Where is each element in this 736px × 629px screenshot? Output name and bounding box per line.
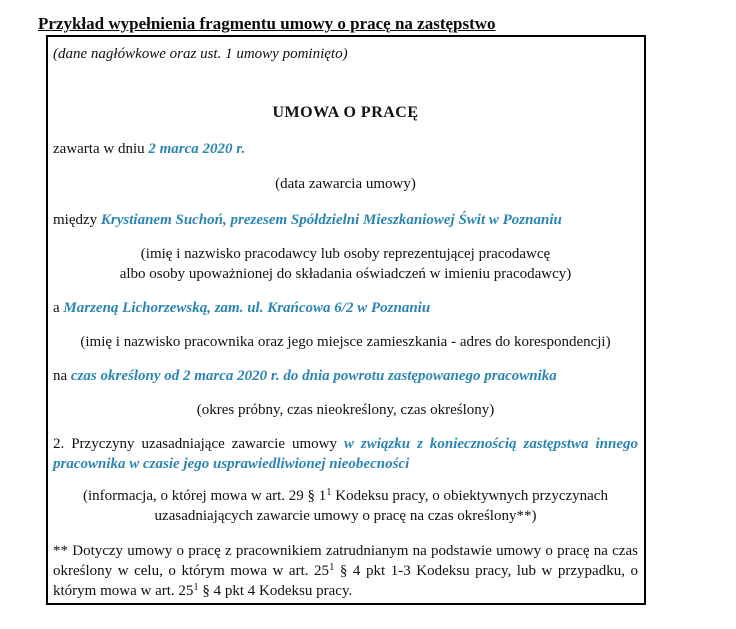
employer-caption [53,244,638,284]
employee-caption: (imię i nazwisko pracownika oraz jego miejsce zamieszkania - adres do korespondencji) [80,334,611,350]
contract-box [46,35,646,605]
reason-caption-superscript: 1 [326,487,332,499]
employer-caption-line2: albo osoby upoważnionej do składania oświadczeń w imieniu pracodawcy) [119,266,572,282]
page-title: Przykład wypełnienia fragmentu umowy o pracę na zastępstwo [38,14,496,33]
footnote-part2: § 4 pkt 1-3 Kodeksu pracy, lub w przypadku, o którym mowa w art. 25 [53,563,638,599]
footnote-superscript-1: 1 [329,562,335,574]
duration-value: czas określony od 2 marca 2020 r. do dnia powrotu zastępowanego pracownika [70,368,557,384]
duration-caption: (okres próbny, czas nieokreślony, czas określony) [196,402,495,418]
reason-paragraph [53,434,638,474]
reason-value: w związku z koniecznością zastępstwa innego pracownika w czasie jego usprawiedliwionej nieobecności [53,436,638,472]
employee-value: Marzeną Lichorzewską, zam. ul. Krańcowa 6/2 w Poznaniu [63,300,431,316]
footnote-part3: § 4 pkt 4 Kodeksu pracy. [198,583,353,599]
employer-caption-line1: (imię i nazwisko pracodawcy lub osoby reprezentującej pracodawcę [140,246,551,262]
reason-caption-part2: Kodeksu pracy, o obiektywnych przyczynach uzasadniających zawarcie umowy o pracę na czas określony**) [154,488,608,524]
employer-line-prefix: między [53,212,101,228]
contract-heading: UMOWA O PRACĘ [272,104,419,121]
duration-line [53,366,638,386]
date-caption: (data zawarcia umowy) [275,176,416,192]
employer-value: Krystianem Suchoń, prezesem Spółdzielni Mieszkaniowej Świt w Poznaniu [100,212,562,228]
employee-line-prefix: a [53,300,64,316]
employer-line [53,210,638,230]
date-line [53,139,638,159]
footnote-part1: ** Dotyczy umowy o pracę z pracownikiem zatrudnianym na podstawie umowy o pracę na czas określony w celu, o którym mowa w art. 25 [53,543,638,579]
date-line-prefix: zawarta w dniu [53,141,149,157]
date-value: 2 marca 2020 r. [148,141,246,157]
reason-caption [53,486,638,526]
reason-caption-part1: (informacja, o której mowa w art. 29 § 1 [83,488,327,504]
footnote [53,541,638,601]
footnote-superscript-2: 1 [193,582,199,594]
duration-line-prefix: na [53,368,71,384]
reason-line-prefix: 2. Przyczyny uzasadniające zawarcie umowy [53,436,344,452]
employee-line [53,298,638,318]
omitted-note: (dane nagłówkowe oraz ust. 1 umowy pominięto) [53,46,348,62]
